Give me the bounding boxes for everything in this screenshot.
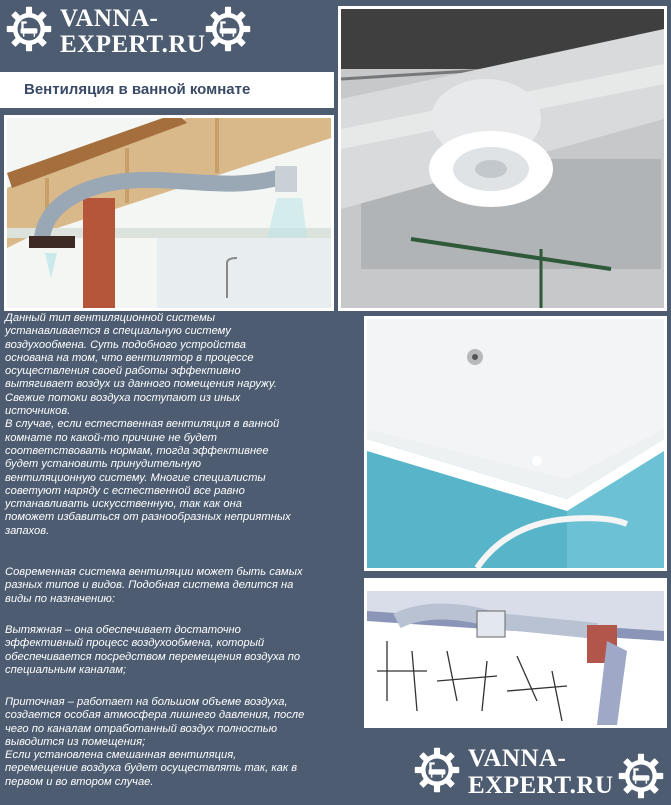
logo-line2: EXPERT.RU [60, 31, 206, 58]
logo-bottom[interactable] [412, 737, 671, 805]
title-bar [0, 72, 334, 108]
paragraph-ventilation-description: Данный тип вентиляционной системы устанавливается в специальную систему воздухообмена. Суть подобного устройства основана на том, что вентилятор в процессе осуществления своей работы эффективно вытягивает воздух из данного помещения наружу. Свежие потоки воздуха поступают из иных источников. В случае, если естественная вентиляция в ванной комнате по какой-то причине не будет соответствовать нормам, тогда эффективнее будет установить принудительную вентиляционную систему. Многие специалисты советуют наряду с естественной все равно устанавливать искусственную, так как она поможет избавиться от разнообразных неприятных запахов. [5, 312, 291, 537]
ventilation-scheme-image [364, 578, 667, 728]
logo-line2: EXPERT.RU [468, 772, 614, 799]
duct-diffuser-photo [338, 6, 667, 311]
gear-bath-icon [414, 747, 460, 793]
gear-bath-icon [618, 753, 664, 799]
paragraph-exhaust-type: Вытяжная – она обеспечивает достаточно эффективный процесс воздухообмена, который обеспечивается посредством перемещения воздуха по специальным каналам; [5, 624, 301, 676]
bathroom-ceiling-photo [364, 316, 667, 571]
page-title: Вентиляция в ванной комнате [24, 81, 251, 98]
gear-bath-icon [205, 6, 251, 52]
paragraph-ventilation-types: Современная система вентиляции может быть самых разных типов и видов. Подобная система делится на виды по назначению: [5, 566, 303, 605]
logo-line1: VANNA- [60, 5, 159, 32]
logo-top[interactable] [0, 0, 265, 66]
attic-ventilation-image [4, 115, 334, 311]
logo-line1: VANNA- [468, 745, 567, 772]
paragraph-supply-type: Приточная – работает на большом объеме воздуха, создается особая атмосфера лишнего давления, после чего по каналам отработанный воздух полностью выводится из помещения; Если установлена смешанная вентиляция, перемещение воздуха будет осуществлять так, как в первом и во втором случае. [5, 696, 305, 788]
gear-bath-icon [6, 6, 52, 52]
